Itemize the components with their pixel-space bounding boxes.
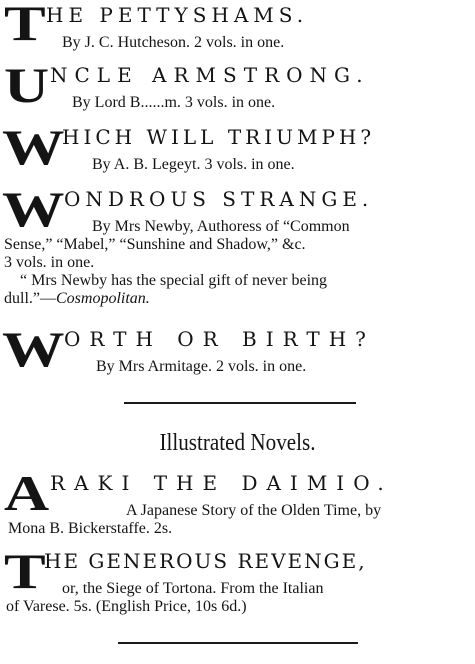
drop-cap: T: [4, 0, 46, 51]
byline: By Lord B......m. 3 vols. in one.: [72, 94, 276, 111]
byline: By J. C. Hutcheson. 2 vols. in one.: [62, 34, 285, 51]
byline: By Mrs Newby, Authoress of “Common: [92, 218, 350, 235]
divider-rule: [124, 402, 356, 404]
byline: By A. B. Legeyt. 3 vols. in one.: [92, 156, 295, 173]
review-quote-end: [4, 290, 150, 308]
byline: By Mrs Armitage. 2 vols. in one.: [96, 358, 307, 375]
drop-cap: T: [4, 543, 46, 599]
book-title: ORTH OR BIRTH?: [64, 327, 375, 351]
book-title: NCLE ARMSTRONG.: [50, 63, 370, 87]
author-price: Mona B. Bickerstaffe. 2s.: [8, 520, 173, 537]
volume-info: 3 vols. in one.: [4, 254, 95, 271]
author-price: of Varese. 5s. (English Price, 10s 6d.): [6, 598, 247, 615]
book-title: HE PETTYSHAMS.: [46, 3, 309, 27]
review-quote-tail: dull.”—: [4, 290, 56, 307]
subtitle: or, the Siege of Tortona. From the Italian: [62, 580, 324, 597]
drop-cap: W: [2, 119, 65, 175]
book-title: HE GENEROUS REVENGE,: [44, 549, 367, 573]
review-quote: “ Mrs Newby has the special gift of never being: [20, 272, 328, 289]
drop-cap: A: [4, 465, 50, 521]
drop-cap: U: [4, 57, 50, 113]
drop-cap: W: [2, 181, 65, 237]
divider-rule: [118, 642, 358, 644]
book-title: ONDROUS STRANGE.: [64, 187, 374, 211]
drop-cap: W: [2, 321, 65, 377]
section-heading: Illustrated Novels.: [159, 430, 316, 456]
subtitle: A Japanese Story of the Olden Time, by: [126, 502, 382, 519]
book-title: RAKI THE DAIMIO.: [50, 471, 393, 495]
book-title: HICH WILL TRIUMPH?: [62, 125, 376, 149]
review-source: Cosmopolitan.: [56, 290, 150, 307]
byline-continued: Sense,” “Mabel,” “Sunshine and Shadow,” &c.: [4, 236, 306, 253]
